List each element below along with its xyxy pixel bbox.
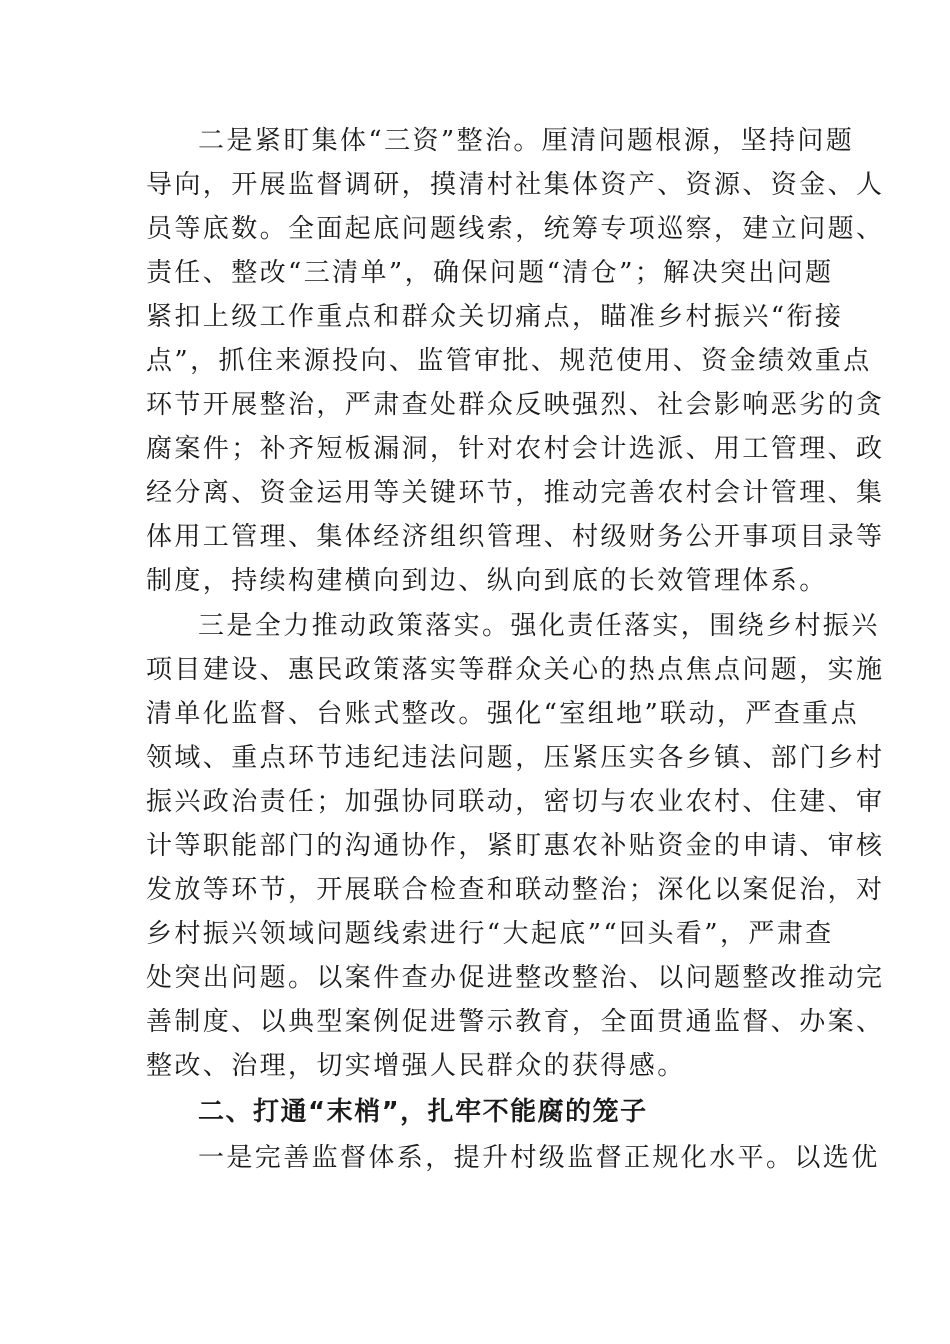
- paragraph-2-line-9: 处突出问题。以案件查办促进整改整治、以问题整改推动完: [146, 963, 885, 993]
- paragraph-1-line-6: 点”，抓住来源投向、监管审批、规范使用、资金绩效重点: [146, 346, 872, 376]
- paragraph-2-line-6: 计等职能部门的沟通协作，紧盯惠农补贴资金的申请、审核: [146, 831, 885, 861]
- paragraph-1-line-1: 二是紧盯集体“三资”整治。厘清问题根源，坚持问题: [198, 126, 855, 156]
- paragraph-1-line-7: 环节开展整治，严肃查处群众反映强烈、社会影响恶劣的贪: [146, 390, 885, 420]
- paragraph-1-line-9: 经分离、资金运用等关键环节，推动完善农村会计管理、集: [146, 478, 885, 508]
- paragraph-2-line-11: 整改、治理，切实增强人民群众的获得感。: [146, 1051, 686, 1081]
- paragraph-2-line-7: 发放等环节，开展联合检查和联动整治；深化以案促治，对: [146, 875, 885, 905]
- paragraph-3-line-1: 一是完善监督体系，提升村级监督正规化水平。以选优: [198, 1143, 880, 1173]
- paragraph-1-line-5: 紧扣上级工作重点和群众关切痛点，瞄准乡村振兴“衔接: [146, 302, 844, 332]
- paragraph-1-line-8: 腐案件；补齐短板漏洞，针对农村会计选派、用工管理、政: [146, 434, 885, 464]
- paragraph-1-line-10: 体用工管理、集体经济组织管理、村级财务公开事项目录等: [146, 522, 885, 552]
- paragraph-1-line-4: 责任、整改“三清单”，确保问题“清仓”；解决突出问题: [146, 258, 834, 288]
- paragraph-2-line-2: 项目建设、惠民政策落实等群众关心的热点焦点问题，实施: [146, 655, 885, 685]
- paragraph-2-line-4: 领域、重点环节违纪违法问题，压紧压实各乡镇、部门乡村: [146, 743, 885, 773]
- paragraph-2-line-10: 善制度、以典型案例促进警示教育，全面贯通监督、办案、: [146, 1007, 885, 1037]
- paragraph-1-line-3: 员等底数。全面起底问题线索，统筹专项巡察，建立问题、: [146, 214, 885, 244]
- section-heading: 二、打通“末梢”，扎牢不能腐的笼子: [198, 1097, 648, 1127]
- paragraph-2-line-8: 乡村振兴领域问题线索进行“大起底”“回头看”，严肃查: [146, 919, 834, 949]
- paragraph-2-line-1: 三是全力推动政策落实。强化责任落实，围绕乡村振兴: [198, 611, 880, 641]
- paragraph-2-line-5: 振兴政治责任；加强协同联动，密切与农业农村、住建、审: [146, 787, 885, 817]
- paragraph-2-line-3: 清单化监督、台账式整改。强化“室组地”联动，严查重点: [146, 699, 859, 729]
- paragraph-1-line-2: 导向，开展监督调研，摸清村社集体资产、资源、资金、人: [146, 170, 885, 200]
- paragraph-1-line-11: 制度，持续构建横向到边、纵向到底的长效管理体系。: [146, 566, 828, 596]
